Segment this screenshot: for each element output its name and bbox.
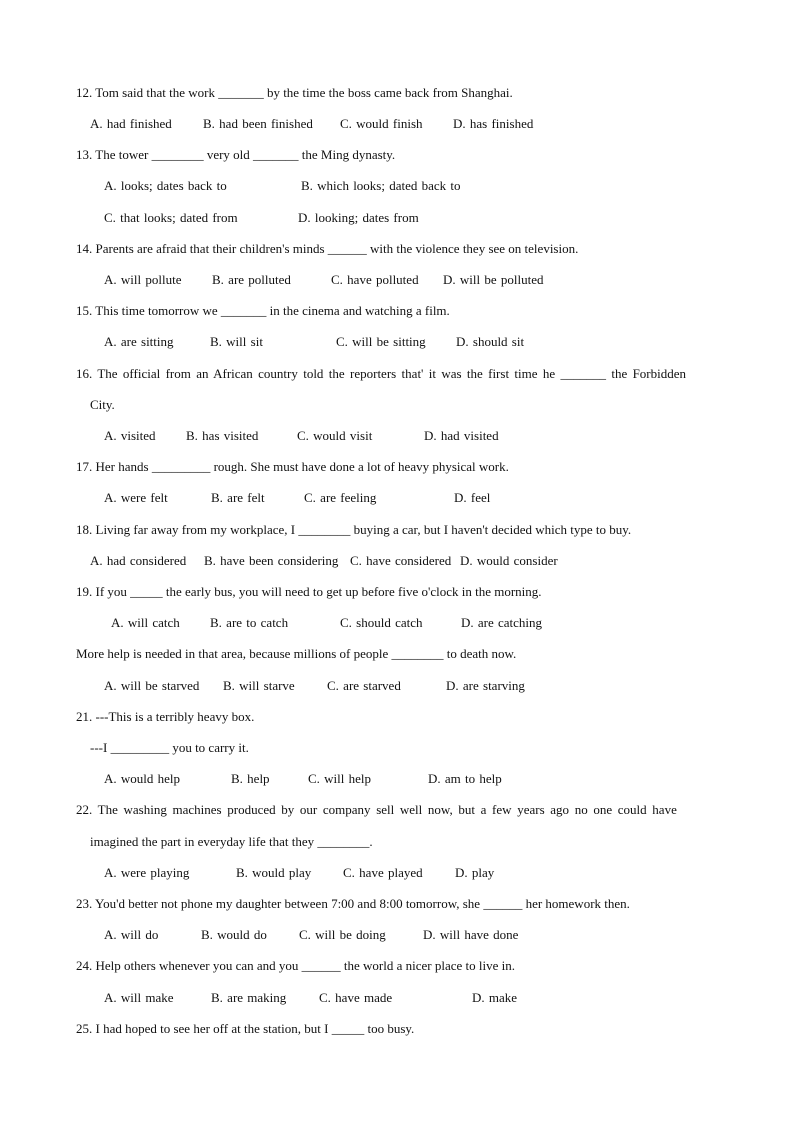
question-stem: 12. Tom said that the work _______ by the time the boss came back from Shanghai. — [76, 85, 513, 100]
question-stem: 19. If you _____ the early bus, you will need to get up before five o'clock in the morning. — [76, 584, 542, 599]
question-stem: 16. The official from an African country told the reporters that' it was the first time he _______ the Forbidden — [76, 366, 687, 381]
question-stem: 21. ---This is a terribly heavy box. — [76, 709, 255, 724]
option-c: C. have considered — [350, 553, 452, 568]
option-d: D. will be polluted — [443, 272, 544, 287]
option-b: B. are making — [211, 990, 287, 1005]
option-d: D. am to help — [428, 771, 502, 786]
option-b: B. have been considering — [204, 553, 339, 568]
option-c: C. have polluted — [331, 272, 419, 287]
option-c: C. would finish — [340, 116, 423, 131]
question-stem: More help is needed in that area, because millions of people ________ to death now. — [76, 646, 517, 661]
question-stem: 25. I had hoped to see her off at the station, but I _____ too busy. — [76, 1021, 415, 1036]
option-b: B. will starve — [223, 678, 295, 693]
option-d: D. feel — [454, 490, 491, 505]
option-c: C. that looks; dated from — [104, 210, 238, 225]
question-stem: 22. The washing machines produced by our company sell well now, but a few years ago no one could have — [76, 802, 677, 817]
option-c: C. will help — [308, 771, 372, 786]
option-a: A. visited — [104, 428, 156, 443]
option-b: B. help — [231, 771, 270, 786]
question-stem: 23. You'd better not phone my daughter between 7:00 and 8:00 tomorrow, she ______ her homework then. — [76, 896, 630, 911]
option-a: A. had considered — [90, 553, 187, 568]
option-d: D. will have done — [423, 927, 519, 942]
option-d: D. play — [455, 865, 495, 880]
option-d: D. has finished — [453, 116, 534, 131]
option-c: C. should catch — [340, 615, 423, 630]
option-a: A. were felt — [104, 490, 168, 505]
option-c: C. have played — [343, 865, 423, 880]
option-a: A. will catch — [111, 615, 180, 630]
option-c: C. will be doing — [299, 927, 386, 942]
question-stem: 24. Help others whenever you can and you ______ the world a nicer place to live in. — [76, 958, 515, 973]
option-b: B. will sit — [210, 334, 263, 349]
option-b: B. would play — [236, 865, 312, 880]
option-a: A. will do — [104, 927, 159, 942]
option-a: A. will be starved — [104, 678, 200, 693]
option-d: D. had visited — [424, 428, 499, 443]
option-b: B. are felt — [211, 490, 265, 505]
option-a: A. had finished — [90, 116, 172, 131]
option-c: C. are feeling — [304, 490, 377, 505]
option-b: B. are to catch — [210, 615, 289, 630]
option-c: C. would visit — [297, 428, 373, 443]
question-stem: 13. The tower ________ very old _______ the Ming dynasty. — [76, 147, 396, 162]
option-a: A. were playing — [104, 865, 190, 880]
option-c: C. have made — [319, 990, 393, 1005]
option-c: C. will be sitting — [336, 334, 426, 349]
question-stem-continued: ---I _________ you to carry it. — [90, 740, 249, 755]
option-d: D. looking; dates from — [298, 210, 419, 225]
option-d: D. should sit — [456, 334, 525, 349]
option-d: D. would consider — [460, 553, 558, 568]
option-a: A. will pollute — [104, 272, 182, 287]
option-a: A. looks; dates back to — [104, 178, 227, 193]
question-stem: 17. Her hands _________ rough. She must have done a lot of heavy physical work. — [76, 459, 509, 474]
option-b: B. had been finished — [203, 116, 313, 131]
option-a: A. are sitting — [104, 334, 174, 349]
option-d: D. are catching — [461, 615, 543, 630]
option-b: B. are polluted — [212, 272, 291, 287]
option-d: D. make — [472, 990, 518, 1005]
option-a: A. would help — [104, 771, 181, 786]
option-a: A. will make — [104, 990, 174, 1005]
option-b: B. would do — [201, 927, 267, 942]
question-stem: 14. Parents are afraid that their children's minds ______ with the violence they see on television. — [76, 241, 579, 256]
question-stem: 18. Living far away from my workplace, I ________ buying a car, but I haven't decided which type to buy. — [76, 522, 632, 537]
option-c: C. are starved — [327, 678, 401, 693]
option-b: B. which looks; dated back to — [301, 178, 461, 193]
question-stem-continued: imagined the part in everyday life that they ________. — [90, 834, 373, 849]
question-stem-continued: City. — [90, 397, 115, 412]
option-b: B. has visited — [186, 428, 259, 443]
question-stem: 15. This time tomorrow we _______ in the cinema and watching a film. — [76, 303, 450, 318]
option-d: D. are starving — [446, 678, 525, 693]
